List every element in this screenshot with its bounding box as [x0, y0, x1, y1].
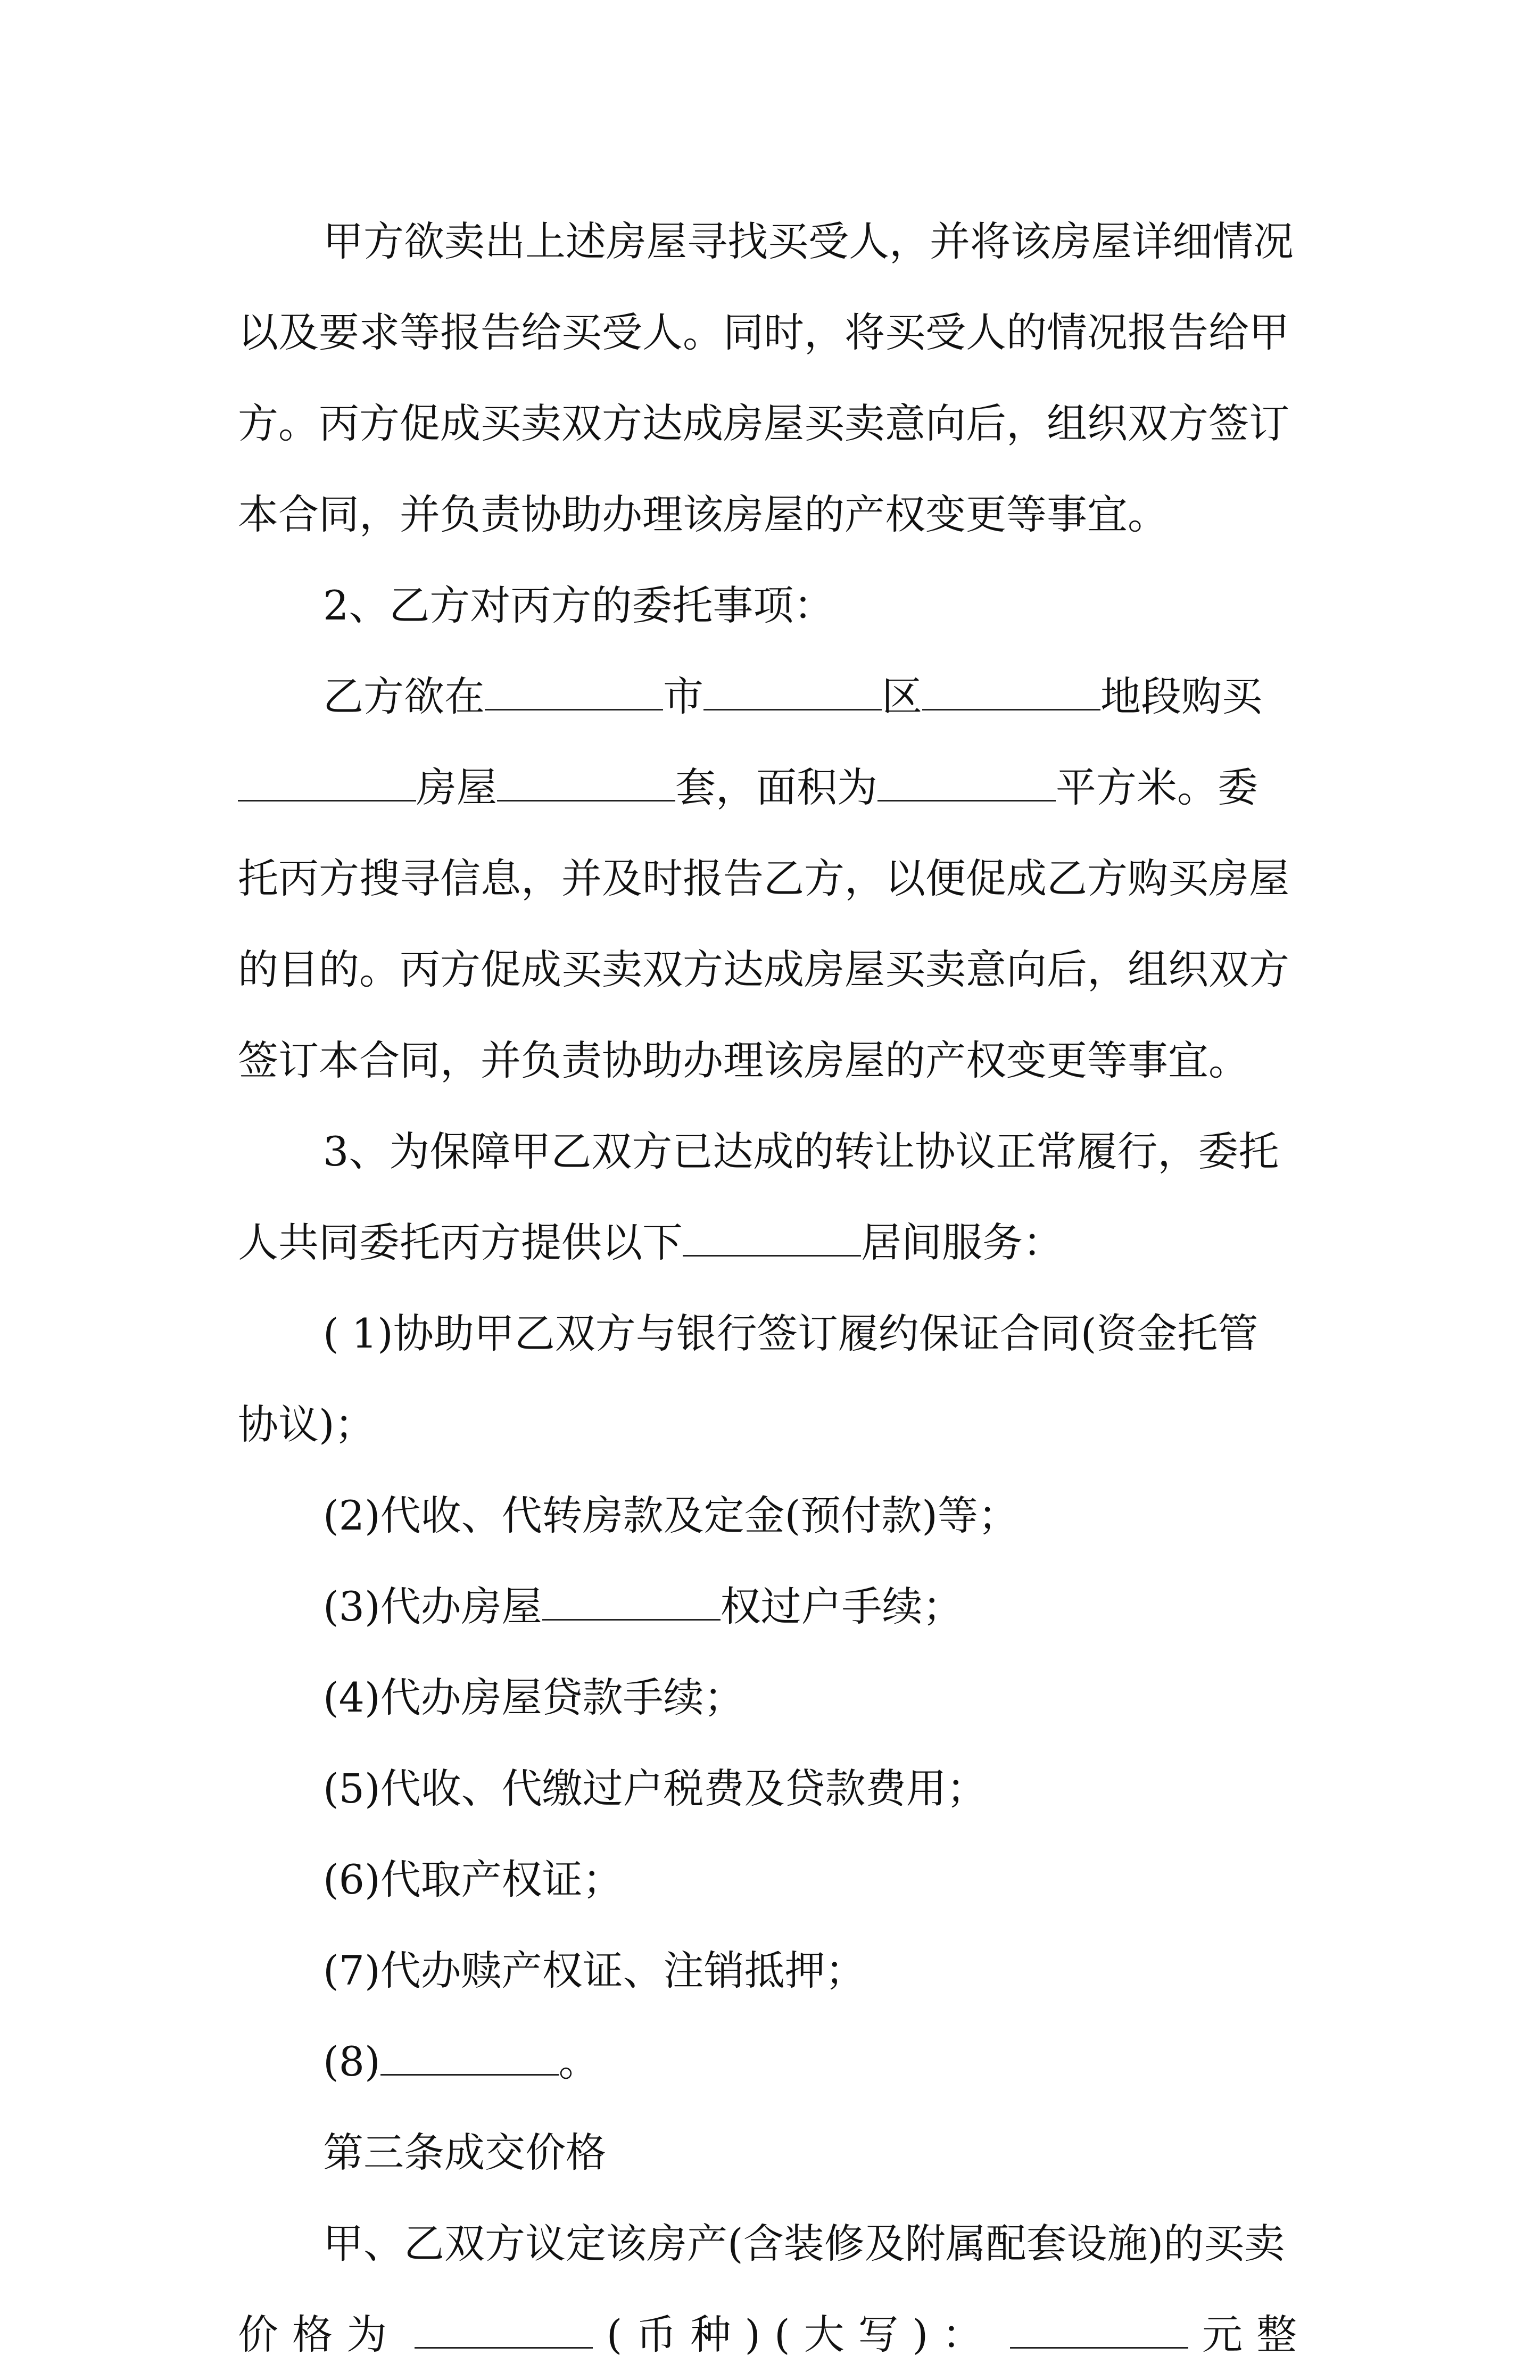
text-segment: (3)代办房屋 — [323, 1583, 542, 1630]
blank-field[interactable] — [703, 677, 882, 710]
paragraph-line: 的目的。丙方促成买卖双方达成房屋买卖意向后，组织双方 — [238, 946, 1289, 993]
paragraph-line: 以及要求等报告给买受人。同时，将买受人的情况报告给甲 — [238, 309, 1289, 356]
text-segment: 元整 — [1202, 2311, 1311, 2358]
fill-in-line — [238, 651, 1311, 742]
document-page — [238, 196, 1311, 2380]
fill-in-line — [238, 1197, 1311, 1288]
list-item: ( 1)协助甲乙双方与银行签订履约保证合同(资金托管 — [323, 1310, 1259, 1357]
list-item — [238, 2016, 1311, 2107]
blank-field[interactable] — [922, 677, 1100, 710]
paragraph-line: 签订本合同，并负责协助办理该房屋的产权变更等事宜。 — [238, 1037, 1249, 1084]
text-segment: 人共同委托丙方提供以下 — [238, 1219, 683, 1266]
blank-field[interactable] — [415, 2315, 593, 2349]
text-segment: 套，面积为 — [675, 764, 877, 811]
paragraph-line: 甲、乙双方议定该房产(含装修及附属配套设施)的买卖 — [323, 2220, 1285, 2267]
blank-field[interactable] — [1010, 2315, 1188, 2349]
text-segment: 权过户手续； — [720, 1583, 963, 1630]
paragraph-line: 3、为保障甲乙双方已达成的转让协议正常履行，委托 — [323, 1128, 1279, 1175]
fill-in-line — [238, 742, 1311, 833]
text-segment: (8) — [323, 2038, 380, 2085]
text-segment: 平方米。委 — [1056, 764, 1258, 811]
blank-field[interactable] — [380, 2042, 559, 2076]
blank-field[interactable] — [877, 768, 1056, 801]
text-segment: (币种)(大写)： — [606, 2311, 997, 2358]
text-segment: 价格为 — [238, 2311, 401, 2358]
paragraph-line: 本合同，并负责协助办理该房屋的产权变更等事宜。 — [238, 491, 1168, 538]
text-segment: 。 — [558, 2038, 599, 2085]
list-item: (6)代取产权证； — [323, 1856, 623, 1903]
text-segment: 房屋 — [416, 764, 497, 811]
text-segment: 乙方欲在 — [323, 673, 485, 720]
blank-field[interactable] — [683, 1223, 861, 1257]
blank-field[interactable] — [542, 1587, 721, 1621]
article-heading: 第三条成交价格 — [323, 2129, 606, 2176]
list-item: (2)代收、代转房款及定金(预付款)等； — [323, 1492, 1019, 1539]
fill-in-line — [238, 2289, 1311, 2380]
list-item: (4)代办房屋贷款手续； — [323, 1674, 744, 1721]
paragraph-line: 方。丙方促成买卖双方达成房屋买卖意向后，组织双方签订 — [238, 400, 1289, 447]
blank-field[interactable] — [238, 768, 416, 801]
blank-field[interactable] — [485, 677, 663, 710]
text-segment: 居间服务： — [861, 1219, 1063, 1266]
list-item: (7)代办赎产权证、注销抵押； — [323, 1947, 866, 1994]
blank-field[interactable] — [497, 768, 675, 801]
clause-heading: 2、乙方对丙方的委托事项： — [323, 582, 834, 629]
text-segment: 区 — [882, 673, 922, 720]
list-item-continuation: 协议)； — [238, 1401, 375, 1448]
list-item: (5)代收、代缴过户税费及贷款费用； — [323, 1765, 987, 1812]
text-segment: 地段购买 — [1100, 673, 1262, 720]
text-segment: 市 — [663, 673, 703, 720]
list-item — [238, 1561, 1311, 1652]
paragraph-line: 甲方欲卖出上述房屋寻找买受人，并将该房屋详细情况 — [323, 218, 1294, 265]
paragraph-line: 托丙方搜寻信息，并及时报告乙方，以便促成乙方购买房屋 — [238, 855, 1289, 902]
